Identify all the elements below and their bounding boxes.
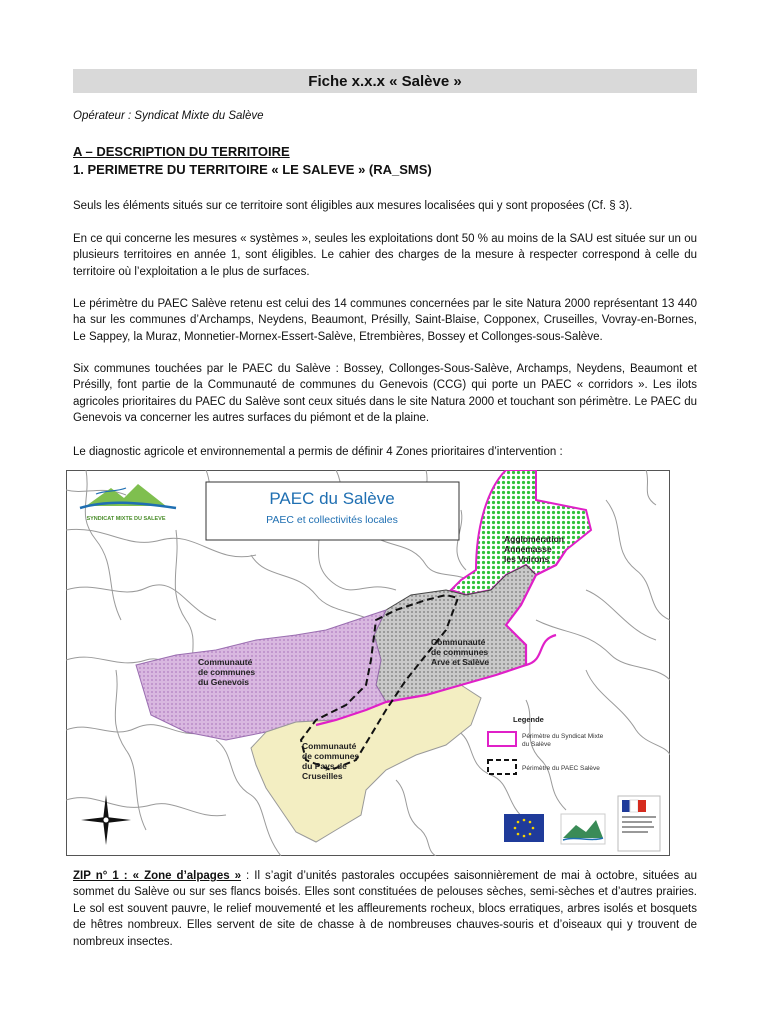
legend-magenta-swatch — [488, 732, 516, 746]
legend-item1: Périmètre du Syndicat Mixte du Salève — [522, 733, 604, 748]
paragraph-3: Le périmètre du PAEC Salève retenu est celui des 14 communes concernées par le site Natura 2000 représentant 13 440 ha sur les communes d’Archamps, Neydens, Beaumont, Présilly, Saint-Blaise, Copponex, Cruseilles, Vovray-en-Bornes, Le Sappey, la Muraz, Monnetier-Mornex-Essert-Salève, Etrembières, Bossey et Collonges-sous-Salève. — [73, 298, 697, 343]
map-title: PAEC du Salève — [269, 489, 395, 508]
section-subheading: 1. PERIMETRE DU TERRITOIRE « LE SALEVE » (RA_SMS) — [73, 162, 432, 177]
label-annemasse: Agglomération Annemasse les Voirons — [504, 534, 564, 564]
paec-map — [66, 470, 670, 856]
map-subtitle: PAEC et collectivités locales — [266, 514, 398, 526]
zip1-paragraph — [73, 868, 697, 950]
republique-francaise-logo — [618, 796, 660, 851]
legend-dashed-swatch — [488, 760, 516, 774]
label-cruseilles: Communauté de communes du Pays de Cruseilles — [302, 741, 360, 781]
paragraph-4: Six communes touchées par le PAEC du Salève : Bossey, Collonges-Sous-Salève, Archamps, Neydens, Beaumont et Présilly, font partie de la Communauté de communes du Genevois (CCG) qui porte un PAEC « corridors ». Les ilots agricoles prioritaires du PAEC du Salève sont ceux situés dans le site Natura 2000 et touchant son périmètre. Le PAEC du Genevois va concerner les autres surfaces du piémont et de la plaine. — [73, 363, 697, 425]
legend-item2: Périmètre du PAEC Salève — [522, 765, 600, 772]
legend-title: Legende — [513, 715, 544, 724]
zip1-text: : Il s’agit d’unités pastorales occupées saisonnièrement de mai à octobre, situées au sommet du Salève ou sur ses flancs boisés. Elles sont constituées de pelouses sèches, semi-sèches et d’autres prairies. Le sol est souvent pauvre, le relief mouvementé et les affleurements rocheux, blocs erratiques, arbres isolés et bosquets de hêtres nombreux. Elles servent de site de chasse à de nombreuses chauves-souris et d’oiseaux qui y trouvent de nombreux insectes. — [73, 870, 697, 948]
landscape-logo — [561, 814, 605, 844]
zip1-label: ZIP n° 1 : « Zone d’alpages » — [73, 870, 242, 882]
paragraph-5: Le diagnostic agricole et environnemental a permis de définir 4 Zones prioritaires d’intervention : — [73, 446, 563, 458]
operator-line: Opérateur : Syndicat Mixte du Salève — [73, 110, 264, 122]
label-genevois: Communauté de communes du Genevois — [198, 657, 256, 687]
logo-text: SYNDICAT MIXTE DU SALEVE — [86, 516, 166, 522]
title-bar — [73, 69, 697, 93]
paragraph-1: Seuls les éléments situés sur ce territoire sont éligibles aux mesures localisées qui y sont proposées (Cf. § 3). — [73, 200, 633, 212]
page-title: Fiche x.x.x « Salève » — [308, 72, 462, 90]
eu-flag-logo — [504, 814, 544, 842]
label-arve-saleve: Communauté de communes Arve et Salève — [431, 637, 490, 667]
section-heading: A – DESCRIPTION DU TERRITOIRE — [73, 144, 290, 159]
paragraph-2: En ce qui concerne les mesures « systèmes », seules les exploitations dont 50 % au moins de la SAU est située sur un ou plusieurs territoires en année 1, sont éligibles. Le cahier des charges de la mesure à respecter correspond à celle du territoire où l’exploitation a le plus de surfaces. — [73, 233, 697, 278]
